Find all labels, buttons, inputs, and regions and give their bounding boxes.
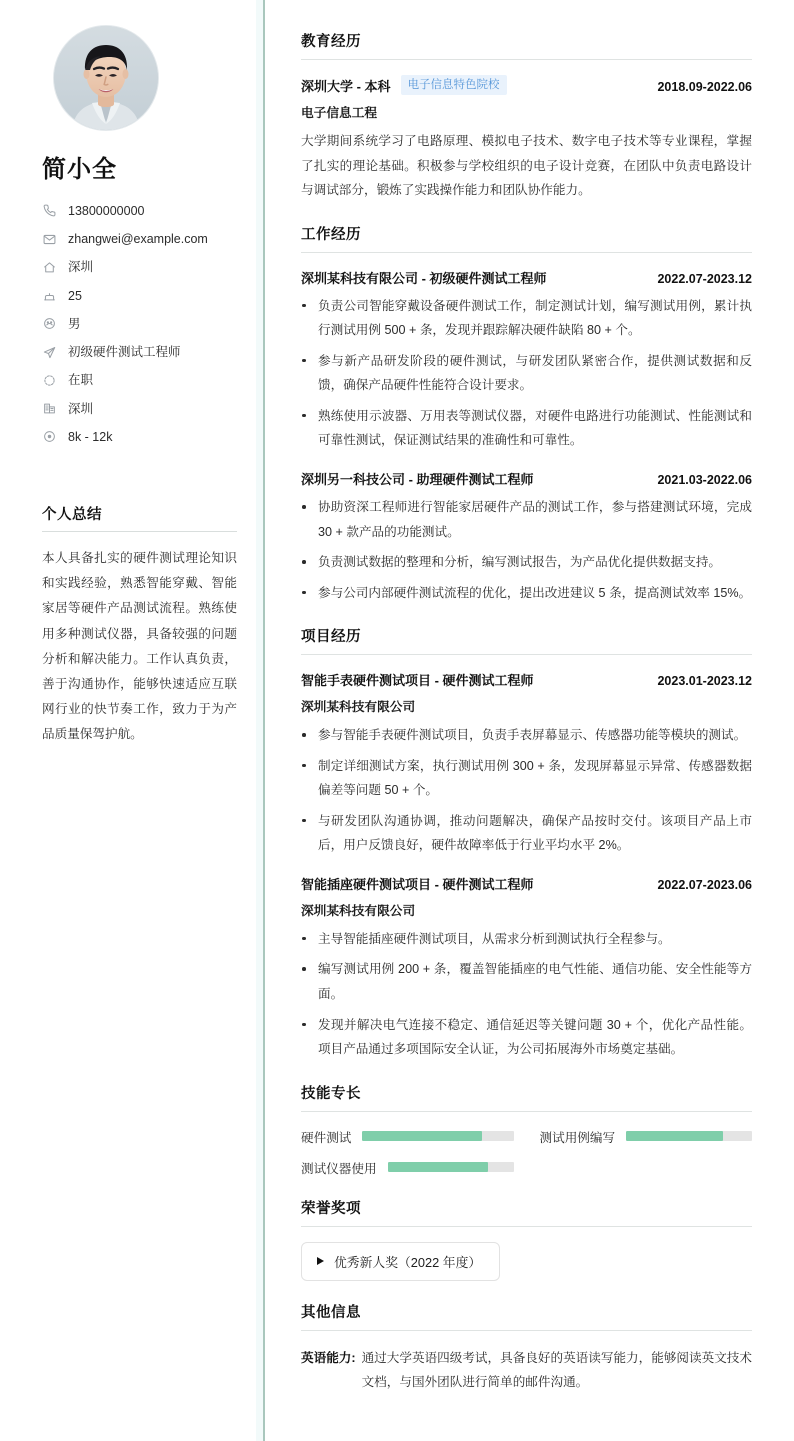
skills-grid xyxy=(301,1127,752,1177)
skill-progress-fill xyxy=(388,1162,489,1172)
project-bullet: 与研发团队沟通协调，推动问题解决，确保产品按时交付。该项目产品上市后，用户反馈良好，硬件故障率低于行业平均水平 2%。 xyxy=(301,809,752,858)
award-chip[interactable] xyxy=(301,1242,500,1281)
project-entry-head xyxy=(301,670,752,689)
play-arrow-icon xyxy=(317,1257,324,1265)
skill-row xyxy=(301,1127,514,1146)
project-company: 深圳某科技有限公司 xyxy=(301,700,416,715)
contact-item-position xyxy=(42,344,237,360)
work-date: 2021.03-2022.06 xyxy=(657,473,752,488)
project-bullet: 制定详细测试方案，执行测试用例 300 + 条，发现屏幕显示异常、传感器数据偏差等问题 50 + 个。 xyxy=(301,754,752,803)
project-bullet: 主导智能插座硬件测试项目，从需求分析到测试执行全程参与。 xyxy=(301,927,752,952)
contact-item-age xyxy=(42,288,237,304)
award-label: 优秀新人奖（2022 年度） xyxy=(334,1254,482,1270)
contact-value-age: 25 xyxy=(68,288,82,303)
project-bullets xyxy=(301,927,752,1062)
project-title-wrap xyxy=(301,670,647,689)
award-list xyxy=(301,1242,752,1281)
work-title-wrap xyxy=(301,268,647,287)
contact-item-city xyxy=(42,259,237,275)
work-entry-head xyxy=(301,268,752,287)
work-entry-head xyxy=(301,469,752,488)
project-entry xyxy=(301,874,752,1062)
contact-item-phone xyxy=(42,203,237,219)
education-title-wrap xyxy=(301,75,647,95)
cake-icon xyxy=(42,288,57,303)
section-project-experience xyxy=(301,625,752,1061)
work-entry xyxy=(301,268,752,453)
section-awards xyxy=(301,1197,752,1281)
education-school: 深圳大学 - 本科 xyxy=(301,78,391,94)
skill-progress-fill xyxy=(626,1131,723,1141)
home-icon xyxy=(42,260,57,275)
project-bullets xyxy=(301,723,752,858)
contact-value-status: 在职 xyxy=(68,373,94,388)
sidebar xyxy=(0,0,265,1441)
avatar-wrap xyxy=(42,26,237,130)
skill-label: 测试用例编写 xyxy=(539,1130,616,1145)
work-bullet: 负责公司智能穿戴设备硬件测试工作，制定测试计划，编写测试用例，累计执行测试用例 500 + 条，发现并跟踪解决硬件缺陷 80 + 个。 xyxy=(301,294,752,343)
section-heading-project-experience: 项目经历 xyxy=(301,625,752,655)
contact-item-salary xyxy=(42,429,237,445)
other-info-row xyxy=(301,1346,752,1395)
contact-item-status xyxy=(42,372,237,388)
status-circle-icon xyxy=(42,373,57,388)
contact-value-city: 深圳 xyxy=(68,260,94,275)
project-date: 2023.01-2023.12 xyxy=(657,674,752,689)
other-info-key: 英语能力: xyxy=(301,1350,356,1365)
contact-value-workplace: 深圳 xyxy=(68,401,94,416)
work-title: 深圳某科技有限公司 - 初级硬件测试工程师 xyxy=(301,270,547,286)
work-bullets xyxy=(301,294,752,453)
work-date: 2022.07-2023.12 xyxy=(657,271,752,286)
work-bullet: 参与新产品研发阶段的硬件测试，与研发团队紧密合作，提供测试数据和反馈，确保产品硬件性能符合设计要求。 xyxy=(301,349,752,398)
gender-icon xyxy=(42,316,57,331)
contact-value-salary: 8k - 12k xyxy=(68,429,113,444)
project-title: 智能插座硬件测试项目 - 硬件测试工程师 xyxy=(301,876,534,892)
main-content xyxy=(265,0,794,1441)
section-heading-personal-summary: 个人总结 xyxy=(42,503,237,532)
other-info-value: 通过大学英语四级考试，具备良好的英语读写能力，能够阅读英文技术文档，与国外团队进行简单的邮件沟通。 xyxy=(361,1350,752,1390)
education-entry xyxy=(301,75,752,203)
education-description: 大学期间系统学习了电路原理、模拟电子技术、数字电子技术等专业课程，掌握了扎实的理论基础。积极参与学校组织的电子设计竞赛，在团队中负责电路设计与调试部分，锻炼了实践操作能力和团队协作能力。 xyxy=(301,134,752,198)
work-bullet: 负责测试数据的整理和分析，编写测试报告，为产品优化提供数据支持。 xyxy=(301,550,752,575)
education-tag: 电子信息特色院校 xyxy=(401,75,507,95)
work-title: 深圳另一科技公司 - 助理硬件测试工程师 xyxy=(301,472,534,488)
skill-progress-track xyxy=(388,1162,514,1172)
person-name: 简小全 xyxy=(42,156,117,183)
section-heading-education: 教育经历 xyxy=(301,30,752,60)
section-other-info xyxy=(301,1301,752,1395)
project-entry xyxy=(301,670,752,858)
skill-progress-fill xyxy=(362,1131,481,1141)
project-company: 深圳某科技有限公司 xyxy=(301,903,416,918)
project-title-wrap xyxy=(301,874,647,893)
work-title-wrap xyxy=(301,469,647,488)
education-date: 2018.09-2022.06 xyxy=(657,79,752,94)
skill-progress-track xyxy=(362,1131,513,1141)
building-icon xyxy=(42,401,57,416)
section-heading-other-info: 其他信息 xyxy=(301,1301,752,1331)
section-heading-awards: 荣誉奖项 xyxy=(301,1197,752,1227)
contact-value-gender: 男 xyxy=(68,316,81,331)
section-personal-summary xyxy=(42,503,237,748)
paper-plane-icon xyxy=(42,345,57,360)
skill-label: 测试仪器使用 xyxy=(301,1161,377,1176)
work-bullet: 协助资深工程师进行智能家居硬件产品的测试工作，参与搭建测试环境，完成 30 + 款产品的功能测试。 xyxy=(301,495,752,544)
phone-icon xyxy=(42,203,57,218)
project-bullet: 发现并解决电气连接不稳定、通信延迟等关键问题 30 + 个，优化产品性能。项目产品通过多项国际安全认证，为公司拓展海外市场奠定基础。 xyxy=(301,1013,752,1062)
work-bullets xyxy=(301,495,752,605)
contact-item-gender xyxy=(42,316,237,332)
skill-row xyxy=(301,1158,514,1177)
skill-label: 硬件测试 xyxy=(301,1130,352,1145)
section-work-experience xyxy=(301,223,752,605)
project-title: 智能手表硬件测试项目 - 硬件测试工程师 xyxy=(301,673,534,689)
contact-value-position: 初级硬件测试工程师 xyxy=(68,345,181,360)
contact-value-email: zhangwei@example.com xyxy=(68,232,208,247)
project-date: 2022.07-2023.06 xyxy=(657,877,752,892)
envelope-icon xyxy=(42,232,57,247)
work-entry xyxy=(301,469,752,605)
section-heading-work-experience: 工作经历 xyxy=(301,223,752,253)
coin-icon xyxy=(42,429,57,444)
contact-list xyxy=(42,203,237,445)
work-bullet: 熟练使用示波器、万用表等测试仪器，对硬件电路进行功能测试、性能测试和可靠性测试，保证测试结果的准确性和可靠性。 xyxy=(301,404,752,453)
personal-summary-text: 本人具备扎实的硬件测试理论知识和实践经验，熟悉智能穿戴、智能家居等硬件产品测试流程。熟练使用多种测试仪器，具备较强的问题分析和解决能力。工作认真负责，善于沟通协作，能够快速适应互联网行业的快节奏工作，致力于为产品质量保驾护航。 xyxy=(42,551,237,742)
project-entry-head xyxy=(301,874,752,893)
avatar xyxy=(54,26,158,130)
contact-item-workplace xyxy=(42,401,237,417)
section-heading-skills: 技能专长 xyxy=(301,1082,752,1112)
project-bullet: 编写测试用例 200 + 条，覆盖智能插座的电气性能、通信功能、安全性能等方面。 xyxy=(301,957,752,1006)
section-skills xyxy=(301,1082,752,1177)
project-bullet: 参与智能手表硬件测试项目，负责手表屏幕显示、传感器功能等模块的测试。 xyxy=(301,723,752,748)
education-entry-head xyxy=(301,75,752,95)
contact-value-phone: 13800000000 xyxy=(68,203,145,218)
section-education xyxy=(301,30,752,203)
work-bullet: 参与公司内部硬件测试流程的优化，提出改进建议 5 条，提高测试效率 15%。 xyxy=(301,581,752,606)
skill-progress-track xyxy=(626,1131,752,1141)
education-major: 电子信息工程 xyxy=(301,106,378,121)
contact-item-email xyxy=(42,231,237,247)
skill-row xyxy=(540,1127,753,1146)
